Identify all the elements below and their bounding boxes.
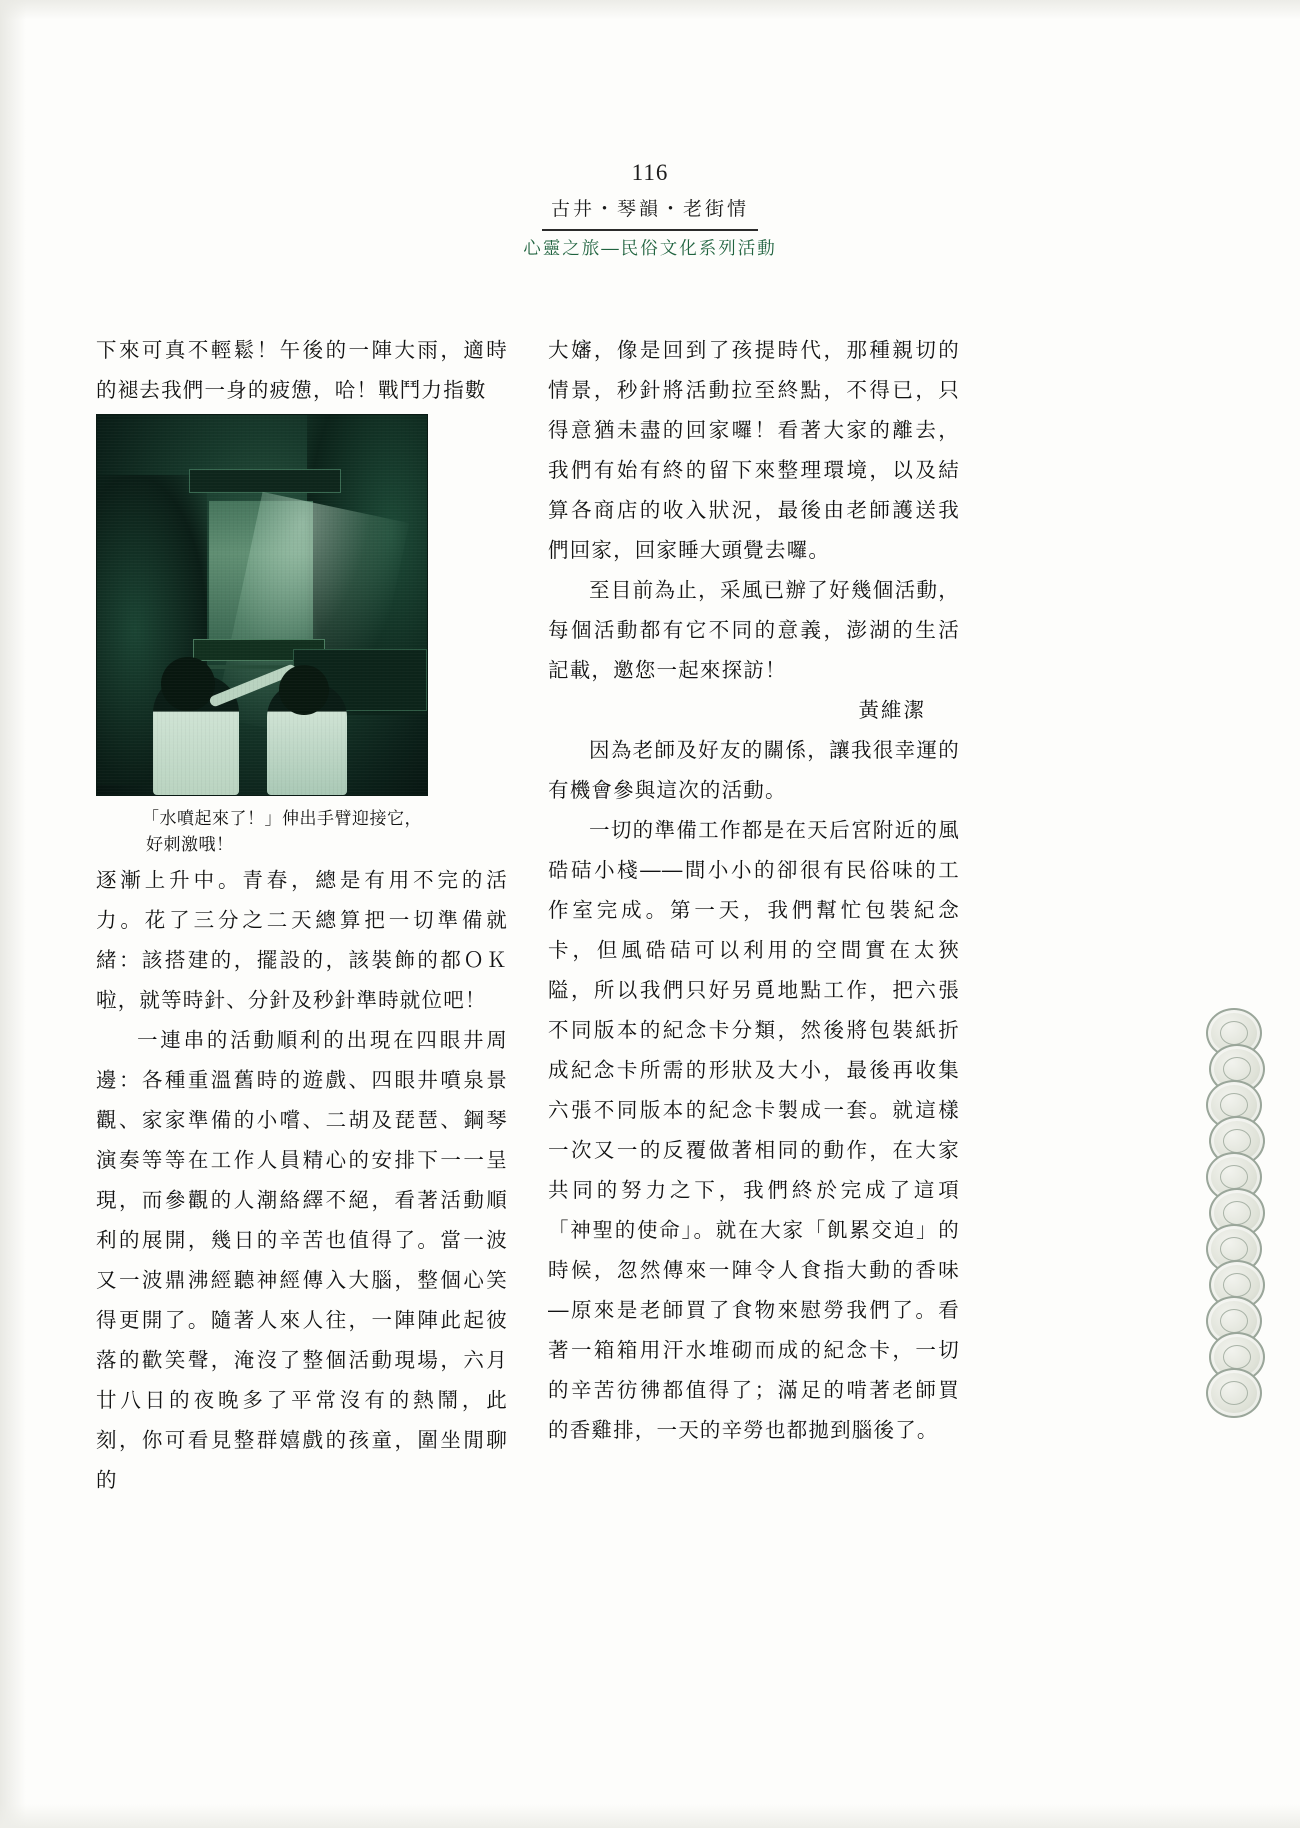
photo-film-grain (97, 415, 427, 795)
coin-ornament-strip (1206, 1008, 1264, 1418)
photo-caption-line-1: 「水噴起來了！」伸出手臂迎接它， (142, 809, 422, 829)
right-paragraph-1: 大嬸，像是回到了孩提時代，那種親切的情景，秒針將活動拉至終點，不得已，只得意猶未盡的回家囉！看著大家的離去，我們有始有終的留下來整理環境，以及結算各商店的收入狀況，最後由老師護送我們回家，回家睡大頭覺去囉。 (548, 338, 960, 562)
left-column (96, 330, 508, 1500)
temple-water-spray-photo (96, 414, 428, 796)
page-number: 116 (631, 160, 669, 185)
scan-edge-bottom (0, 1804, 1300, 1828)
left-paragraph-3: 一連串的活動順利的出現在四眼井周邊：各種重溫舊時的遊戲、四眼井噴泉景觀、家家準備的小嚐、二胡及琵琶、鋼琴演奏等等在工作人員精心的安排下一一呈現，而參觀的人潮絡繹不絕，看著活動順利的展開，幾日的辛苦也值得了。當一波又一波鼎沸經聽神經傳入大腦，整個心笑得更開了。隨著人來人往，一陣陣此起彼落的歡笑聲，淹沒了整個活動現場，六月廿八日的夜晚多了平常沒有的熱鬧，此刻，你可看見整群嬉戲的孩童，圍坐閒聊的 (96, 1028, 508, 1492)
header-title: 古井・琴韻・老街情 (550, 198, 749, 220)
header-subtitle: 心靈之旅―民俗文化系列活動 (523, 238, 777, 259)
author-signature: 黃維潔 (858, 698, 926, 722)
right-paragraph-4: 一切的準備工作都是在天后宮附近的風硞硈小棧――間小小的卻很有民俗味的工作室完成。第一天，我們幫忙包裝紀念卡，但風硞硈可以利用的空間實在太狹隘，所以我們只好另覓地點工作，把六張不同版本的紀念卡分類，然後將包裝紙折成紀念卡所需的形狀及大小，最後再收集六張不同版本的紀念卡製成一套。就這樣一次又一的反覆做著相同的動作，在大家共同的努力之下，我們終於完成了這項「神聖的使命」。就在大家「飢累交迫」的時候，忽然傳來一陣令人食指大動的香味―原來是老師買了食物來慰勞我們了。看著一箱箱用汗水堆砌而成的紀念卡，一切的辛苦彷彿都值得了；滿足的啃著老師買的香雞排，一天的辛勞也都拋到腦後了。 (548, 818, 960, 1442)
left-paragraph-1: 下來可真不輕鬆！午後的一陣大雨，適時的褪去我們一身的疲憊，哈！戰鬥力指數 (96, 338, 508, 402)
header-divider (542, 229, 758, 231)
coin-ornament (1206, 1368, 1262, 1418)
right-column (548, 330, 960, 1450)
right-paragraph-3: 因為老師及好友的關係，讓我很幸運的有機會參與這次的活動。 (548, 738, 960, 802)
photo-caption-line-2: 好刺激哦！ (146, 835, 234, 855)
scan-edge-left (0, 0, 26, 1828)
left-paragraph-2: 逐漸上升中。青春，總是有用不完的活力。花了三分之二天總算把一切準備就緒：該搭建的，擺設的，該裝飾的都ＯＫ啦，就等時針、分針及秒針準時就位吧！ (96, 868, 508, 1012)
photo-block (96, 414, 426, 858)
right-paragraph-2: 至目前為止，采風已辦了好幾個活動，每個活動都有它不同的意義，澎湖的生活記載，邀您一起來探訪！ (548, 578, 960, 682)
page-header (0, 160, 1300, 260)
scan-edge-top (0, 0, 1300, 20)
photo-caption (96, 806, 426, 858)
